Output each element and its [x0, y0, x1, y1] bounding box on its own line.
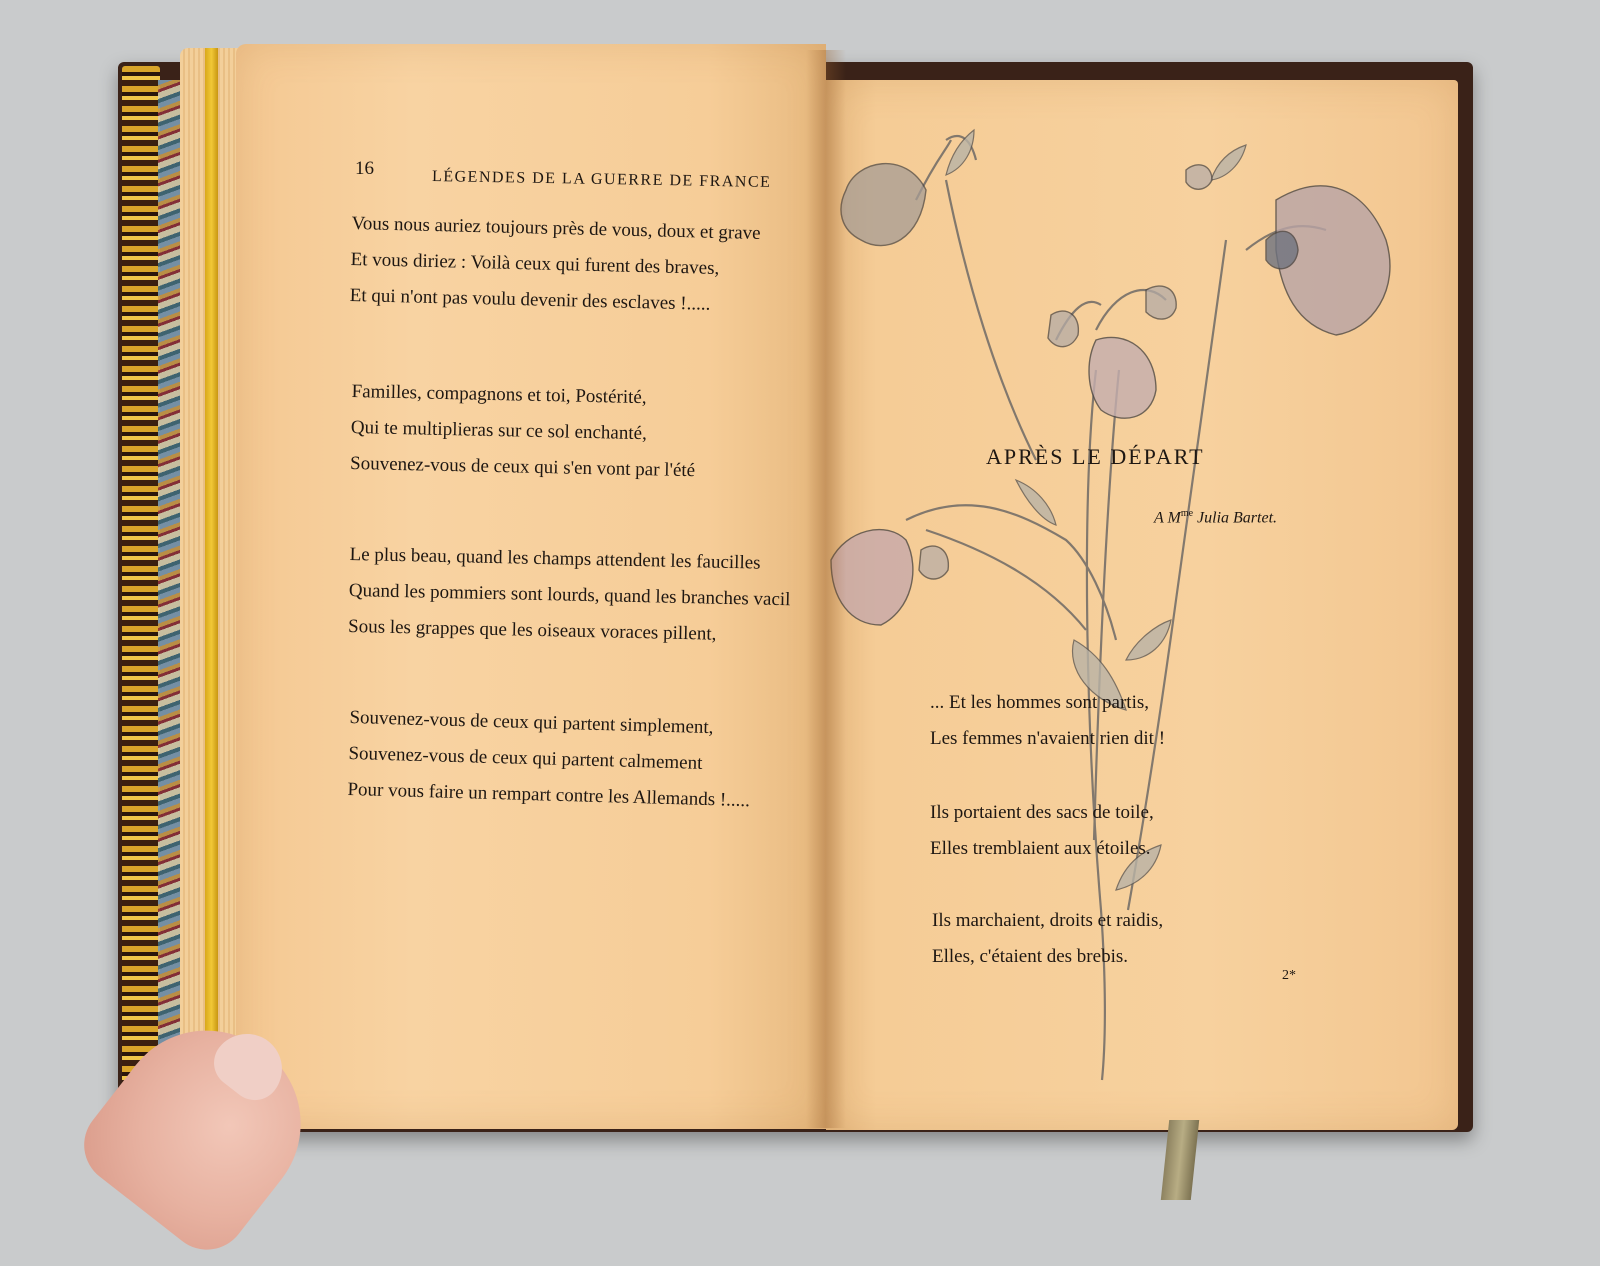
verse-line: Et qui n'ont pas voulu devenir des esclaves !..... — [349, 284, 711, 315]
left-stanza-4 — [347, 700, 752, 819]
dedication-prefix: A M — [1154, 509, 1181, 527]
verse-line: Qui te multiplieras sur ce sol enchanté, — [350, 416, 648, 445]
verse-line: Ils portaient des sacs de toile, — [930, 802, 1154, 823]
dedication-sup: me — [1180, 508, 1194, 519]
verse-line: Souvenez-vous de ceux qui partent simplement, — [349, 706, 714, 739]
gilt-border — [122, 66, 160, 1126]
verse-line: Souvenez-vous de ceux qui partent calmement — [348, 742, 703, 774]
ribbon-bookmark — [1161, 1120, 1199, 1200]
verse-line: Et vous diriez : Voilà ceux qui furent des braves, — [350, 248, 720, 279]
running-head: LÉGENDES DE LA GUERRE DE FRANCE — [431, 168, 772, 191]
verse-line: Familles, compagnons et toi, Postérité, — [351, 380, 647, 409]
dedication-name: Julia Bartet. — [1197, 509, 1278, 527]
right-stanza-2 — [930, 795, 1154, 867]
verse-line: Quand les pommiers sont lourds, quand les branches vacil — [348, 579, 791, 611]
signature-mark: 2* — [1282, 968, 1296, 983]
verse-line: Le plus beau, quand les champs attendent les faucilles — [349, 543, 761, 574]
yellow-ribbon — [205, 48, 218, 1123]
verse-line: Elles tremblaient aux étoiles. — [930, 838, 1151, 859]
poem-title: APRÈS LE DÉPART — [986, 444, 1205, 469]
left-page-number: 16 — [355, 158, 374, 179]
verse-line: Sous les grappes que les oiseaux voraces pillent, — [347, 615, 717, 645]
book-gutter — [806, 50, 846, 1128]
left-stanza-1 — [349, 206, 761, 324]
verse-line: Les femmes n'avaient rien dit ! — [930, 728, 1166, 749]
verse-line: ... Et les hommes sont partis, — [930, 692, 1150, 713]
dedication — [1154, 508, 1277, 527]
verse-line: Elles, c'étaient des brebis. — [932, 946, 1128, 967]
verse-line: Vous nous auriez toujours près de vous, doux et grave — [351, 212, 761, 244]
verse-line: Ils marchaient, droits et raidis, — [932, 910, 1164, 931]
left-stanza-3 — [348, 537, 806, 655]
verse-line: Souvenez-vous de ceux qui s'en vont par l'été — [349, 452, 696, 482]
right-stanza-1 — [930, 685, 1165, 757]
right-stanza-3 — [932, 903, 1163, 975]
left-stanza-2 — [350, 374, 697, 489]
verse-line: Pour vous faire un rempart contre les Allemands !..... — [347, 778, 751, 812]
